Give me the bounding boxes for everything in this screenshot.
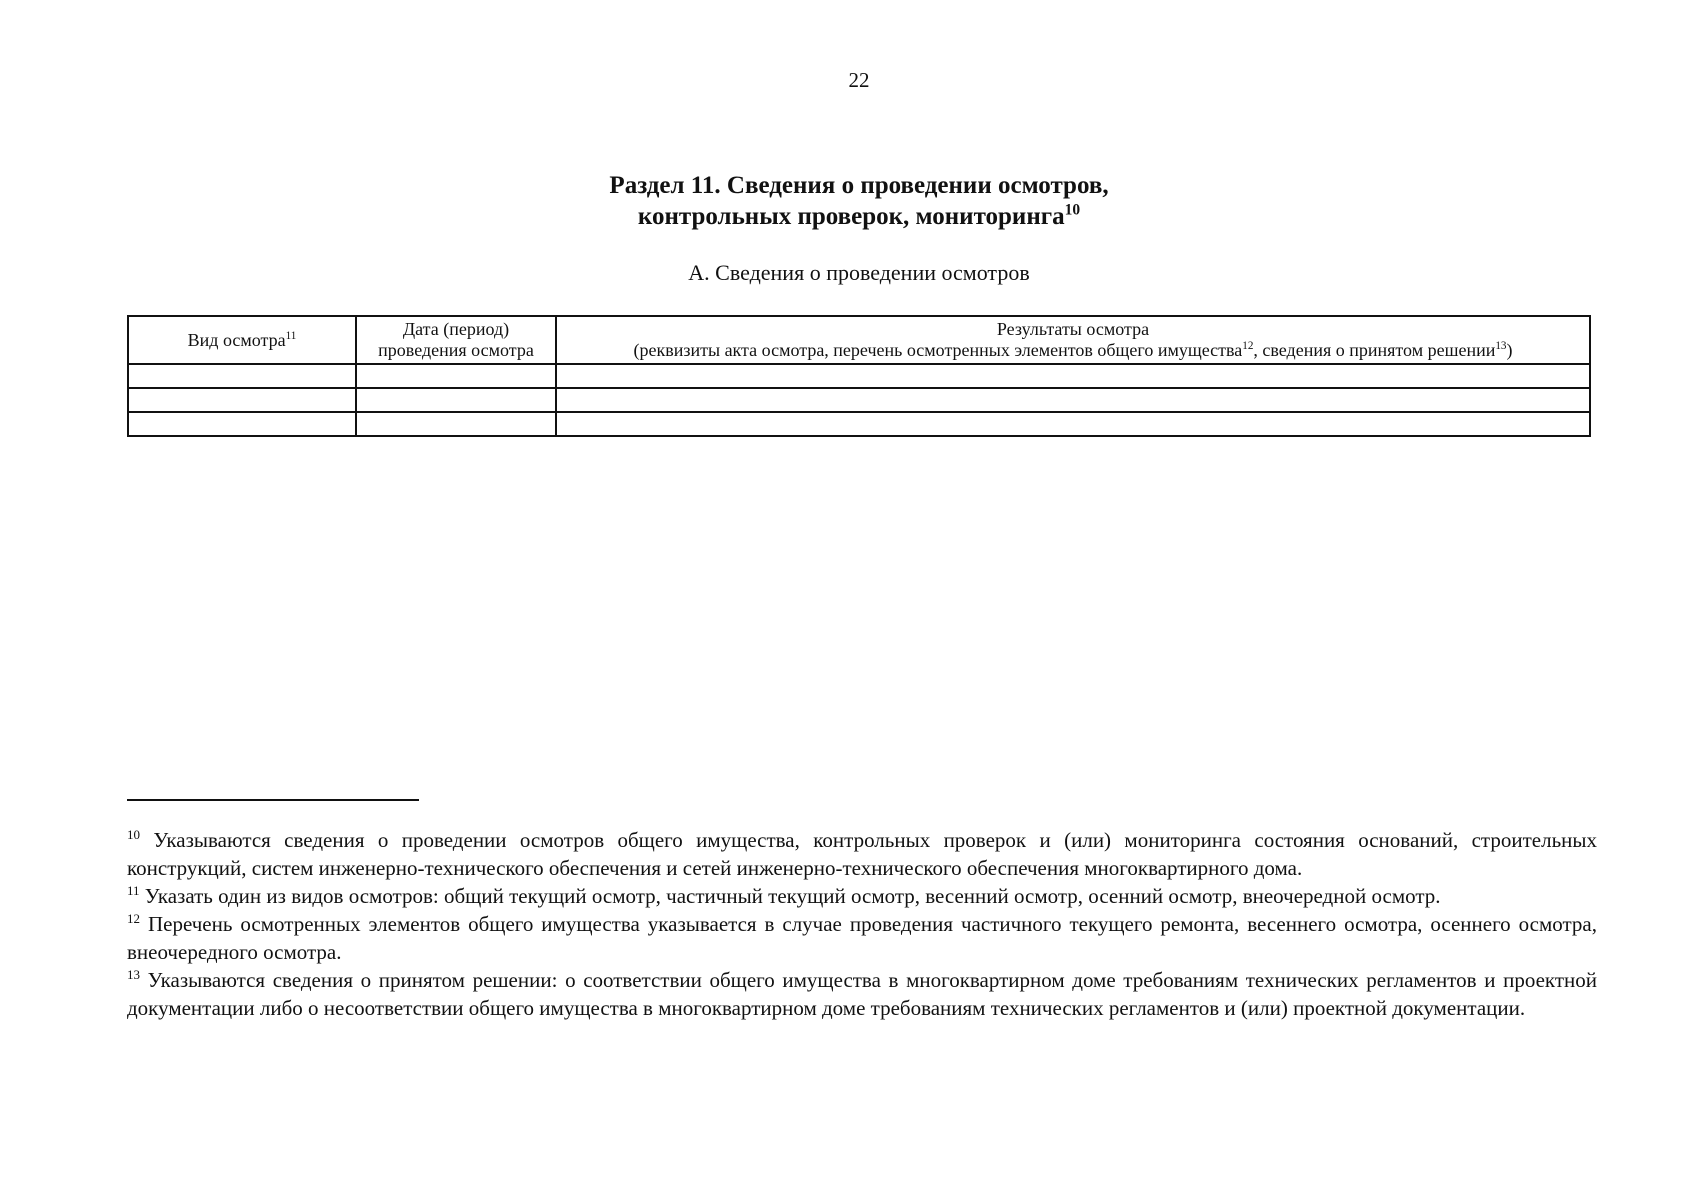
table-cell[interactable] xyxy=(556,412,1590,436)
footnote-separator xyxy=(127,799,419,801)
page-number: 22 xyxy=(848,68,870,92)
header-results-part1: (реквизиты акта осмотра, перечень осмотренных элементов общего имущества xyxy=(633,340,1243,360)
table-row xyxy=(128,388,1590,412)
header-inspection-type xyxy=(128,316,356,364)
section-title xyxy=(0,170,1698,232)
footnotes xyxy=(127,826,1597,1022)
table-cell[interactable] xyxy=(356,388,556,412)
footnote-text: Указываются сведения о проведении осмотров общего имущества, контрольных проверок и (или) мониторинга состояния оснований, строительных конструкций, систем инженерно-технического обеспечения и сетей инженерно-технического обеспечения многоквартирного дома. xyxy=(127,828,1597,880)
footnote-ref-11: 11 xyxy=(285,329,297,342)
footnote-12 xyxy=(127,910,1597,966)
footnote-number: 12 xyxy=(127,911,141,926)
footnote-number: 10 xyxy=(127,827,141,842)
inspections-table xyxy=(127,315,1591,437)
footnote-13 xyxy=(127,966,1597,1022)
header-inspection-results xyxy=(556,316,1590,364)
table-cell[interactable] xyxy=(128,388,356,412)
section-title-line1: Раздел 11. Сведения о проведении осмотров, xyxy=(609,172,1109,199)
table-cell[interactable] xyxy=(128,364,356,388)
table-cell[interactable] xyxy=(556,364,1590,388)
section-title-line2 xyxy=(0,201,1698,232)
table-cell[interactable] xyxy=(356,364,556,388)
header-results-part2: , сведения о принятом решении xyxy=(1253,340,1496,360)
header-inspection-date-line1: Дата (период) xyxy=(402,319,510,339)
subsection-title: А. Сведения о проведении осмотров xyxy=(688,260,1030,285)
header-inspection-type-label: Вид осмотра xyxy=(187,329,286,350)
footnote-text: Указываются сведения о принятом решении: о соответствии общего имущества в многоквартирном доме требованиям технических регламентов и проектной документации либо о несоответствии общего имущества в многоквартирном доме требованиям технических регламентов и (или) проектной документации. xyxy=(127,968,1597,1020)
table-cell[interactable] xyxy=(128,412,356,436)
section-title-line2-text: контрольных проверок, мониторинга xyxy=(637,203,1065,230)
table-header-row xyxy=(128,316,1590,364)
footnote-11 xyxy=(127,882,1597,910)
header-inspection-date-line2: проведения осмотра xyxy=(378,340,534,360)
footnote-number: 13 xyxy=(127,967,141,982)
table-row xyxy=(128,412,1590,436)
footnote-text: Указать один из видов осмотров: общий текущий осмотр, частичный текущий осмотр, весенний осмотр, осенний осмотр, внеочередной осмотр. xyxy=(139,884,1441,908)
table-cell[interactable] xyxy=(556,388,1590,412)
footnote-number: 11 xyxy=(127,883,140,898)
header-inspection-date xyxy=(356,316,556,364)
table-row xyxy=(128,364,1590,388)
header-inspection-results-line2 xyxy=(557,340,1589,361)
footnote-ref-13: 13 xyxy=(1495,340,1507,352)
footnote-text: Перечень осмотренных элементов общего имущества указывается в случае проведения частичного текущего ремонта, весеннего осмотра, осеннего осмотра, внеочередного осмотра. xyxy=(127,912,1597,964)
header-inspection-results-line1: Результаты осмотра xyxy=(996,319,1150,339)
footnote-ref-10: 10 xyxy=(1064,201,1081,219)
header-results-part3: ) xyxy=(1506,340,1513,360)
footnote-ref-12: 12 xyxy=(1242,340,1254,352)
table-cell[interactable] xyxy=(356,412,556,436)
footnote-10 xyxy=(127,826,1597,882)
